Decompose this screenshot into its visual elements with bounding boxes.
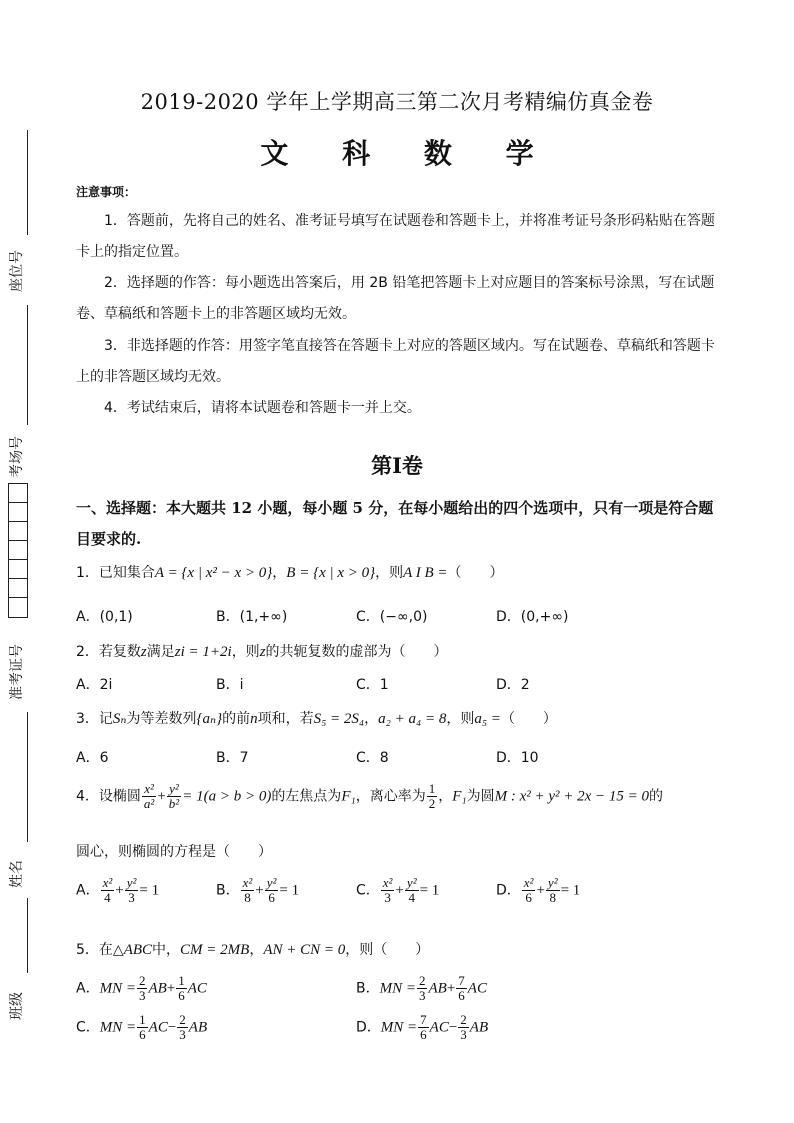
q2-option-a: A．2i bbox=[76, 677, 113, 693]
q2-option-b: B．i bbox=[216, 677, 244, 693]
notice-heading: 注意事项： bbox=[76, 185, 137, 199]
notice-item-1: 1．答题前，先将自己的姓名、准考证号填写在试题卷和答题卡上，并将准考证号条形码粘贴在答题卡上的指定位置。 bbox=[76, 213, 715, 260]
q4-option-c: C． $\frac{\text{x²}}{3}$ + $\frac{\text{y²}}{4}$ = 1 bbox=[356, 875, 440, 905]
notice-item-3: 3．非选择题的作答：用签字笔直接答在答题卡上对应的答题区域内。写在试题卷、草稿纸和答题卡上的非答题区域均无效。 bbox=[76, 338, 715, 385]
question-5: 5．在△ABC中，CM = 2MB，AN + CN = 0，则（ ） bbox=[76, 942, 430, 958]
question-4-line-2: 圆心，则椭圆的方程是（ ） bbox=[76, 844, 272, 860]
q2-option-c: C．1 bbox=[356, 677, 389, 693]
q4-option-a: A． $\frac{\text{x²}}{4}$ + $\frac{\text{y²}}{3}$ = 1 bbox=[76, 875, 160, 905]
binding-line-3 bbox=[27, 712, 28, 842]
seat-grid bbox=[8, 483, 28, 618]
q1-option-d: D．(0,+∞) bbox=[496, 609, 569, 625]
ticket-number-label: 准考证号 bbox=[9, 644, 25, 700]
notice-item-4: 4．考试结束后，请将本试题卷和答题卡一并上交。 bbox=[104, 400, 421, 416]
q4-eccentricity-frac: $\frac{1}{2}$ bbox=[428, 781, 436, 811]
volume-heading: 第Ⅰ卷 bbox=[371, 453, 423, 478]
q5-option-c: C．MN = $\frac{1}{6}$ AC− $\frac{2}{3}$ AB bbox=[76, 1012, 208, 1042]
binding-line-4 bbox=[27, 898, 28, 973]
question-3: 3．记Sₙ为等差数列{aₙ}的前n项和，若S₅ = 2S₄，a₂ + a₄ = 8，则a₅ =（ ） bbox=[76, 711, 557, 727]
q3-option-b: B．7 bbox=[216, 750, 249, 766]
q2-option-d: D．2 bbox=[496, 677, 530, 693]
binding-line-2 bbox=[27, 305, 28, 425]
section-heading: 一、选择题：本大题共 12 小题，每小题 5 分，在每小题给出的四个选项中，只有一项是符合题目要求的. bbox=[76, 499, 714, 548]
q3-option-c: C．8 bbox=[356, 750, 389, 766]
q1-option-a: A．(0,1) bbox=[76, 609, 133, 625]
exam-room-label: 考场号 bbox=[9, 436, 25, 478]
q4-ellipse-y-frac: $\frac{\text{y²}}{\text{b²}}$ bbox=[168, 781, 180, 811]
q3-option-a: A．6 bbox=[76, 750, 109, 766]
q5-option-b: B．MN = $\frac{2}{3}$ AB+ $\frac{7}{6}$ AC bbox=[356, 973, 487, 1003]
exam-title: 2019-2020 学年上学期高三第二次月考精编仿真金卷 bbox=[140, 90, 654, 114]
subject-title: 文 科 数 学 bbox=[260, 137, 556, 170]
name-label: 姓名 bbox=[9, 860, 25, 888]
seat-number-label: 座位号 bbox=[9, 250, 25, 292]
question-1: 1．已知集合A = {x | x² − x > 0}，B = {x | x > 0}，则A I B =（ ） bbox=[76, 565, 504, 581]
q5-option-d: D．MN = $\frac{7}{6}$ AC− $\frac{2}{3}$ AB bbox=[356, 1012, 489, 1042]
notice-item-2: 2．选择题的作答：每小题选出答案后，用 2B 铅笔把答题卡上对应题目的答案标号涂黑，写在试题卷、草稿纸和答题卡上的非答题区域均无效。 bbox=[76, 275, 715, 322]
q4-option-d: D． $\frac{\text{x²}}{6}$ + $\frac{\text{y²}}{8}$ = 1 bbox=[496, 875, 581, 905]
q5-option-a: A．MN = $\frac{2}{3}$ AB+ $\frac{1}{6}$ AC bbox=[76, 973, 207, 1003]
q1-option-b: B．(1,+∞) bbox=[216, 609, 288, 625]
q4-option-b: B． $\frac{\text{x²}}{8}$ + $\frac{\text{y²}}{6}$ = 1 bbox=[216, 875, 300, 905]
question-4: 4．设椭圆 $\frac{\text{x²}}{\text{a²}}$ + $\frac{\text{y²}}{\text{b²}}$ = 1(a > b > 0)的左焦点为F₁，离心率为 $\frac{1}{2}$ ，F₁为圆M : x² + y² + 2x − 15 = 0的 bbox=[76, 781, 664, 811]
question-2: 2．若复数z满足zi = 1+2i，则z的共轭复数的虚部为（ ） bbox=[76, 644, 448, 660]
q3-option-d: D．10 bbox=[496, 750, 539, 766]
q1-option-c: C．(−∞,0) bbox=[356, 609, 428, 625]
class-label: 班级 bbox=[9, 992, 25, 1020]
q4-ellipse-x-frac: $\frac{\text{x²}}{\text{a²}}$ bbox=[143, 781, 155, 811]
